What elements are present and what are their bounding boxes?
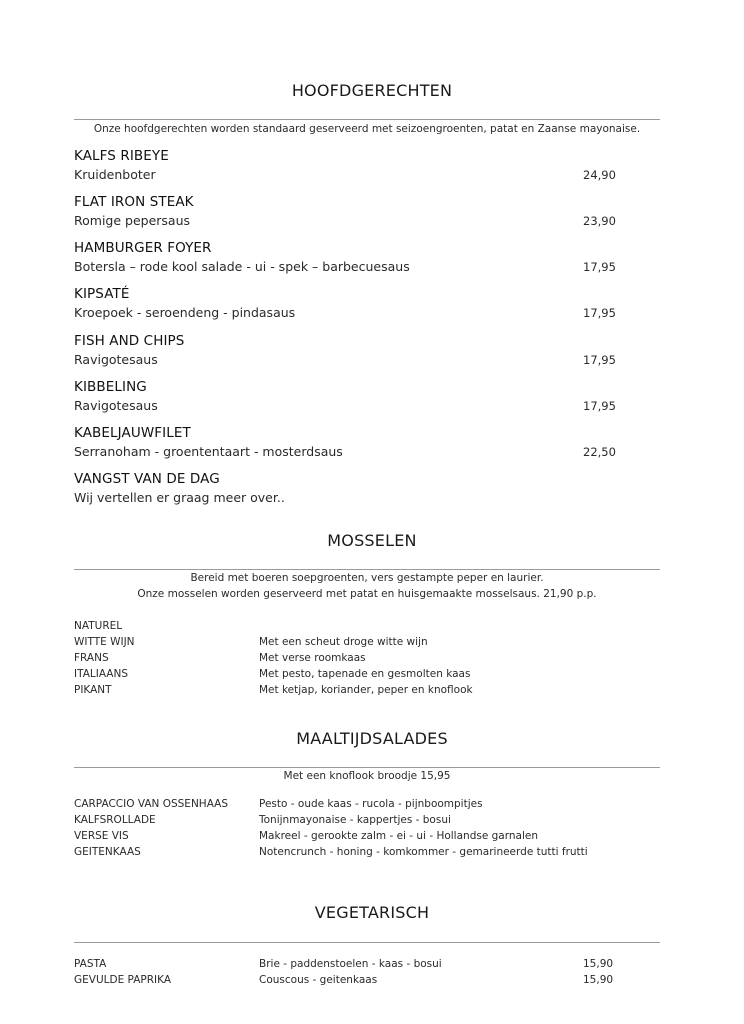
dish-description: Wij vertellen er graag meer over.. bbox=[74, 490, 285, 505]
salad-description: Pesto - oude kaas - rucola - pijnboompitjes bbox=[259, 798, 483, 810]
section-intro: Bereid met boeren soepgroenten, vers gestampte peper en laurier. bbox=[190, 572, 544, 584]
dish-description: Botersla – rode kool salade - ui - spek – barbecuesaus bbox=[74, 259, 410, 274]
mussel-name: FRANS bbox=[74, 652, 109, 664]
vegetarian-price: 15,90 bbox=[583, 974, 614, 986]
section-title-maaltijdsalades: MAALTIJDSALADES bbox=[296, 729, 448, 748]
mussel-name: ITALIAANS bbox=[74, 668, 129, 680]
dish-price: 17,95 bbox=[583, 399, 616, 413]
mussel-description: Met verse roomkaas bbox=[259, 652, 366, 664]
dish-name: KALFS RIBEYE bbox=[74, 148, 169, 164]
dish-name: KIPSATÉ bbox=[74, 286, 130, 302]
salad-name: GEITENKAAS bbox=[74, 846, 141, 858]
dish-description: Kruidenboter bbox=[74, 167, 156, 182]
dish-description: Ravigotesaus bbox=[74, 352, 158, 367]
salad-name: VERSE VIS bbox=[74, 830, 129, 842]
vegetarian-description: Couscous - geitenkaas bbox=[259, 974, 378, 986]
divider bbox=[74, 942, 660, 943]
dish-name: KIBBELING bbox=[74, 379, 147, 395]
divider bbox=[74, 767, 660, 768]
dish-price: 17,95 bbox=[583, 353, 616, 367]
salad-description: Makreel - gerookte zalm - ei - ui - Hollandse garnalen bbox=[259, 830, 538, 842]
vegetarian-name: PASTA bbox=[74, 958, 107, 970]
dish-name: FISH AND CHIPS bbox=[74, 333, 185, 349]
mussel-description: Met ketjap, koriander, peper en knoflook bbox=[259, 684, 473, 696]
mussel-name: PIKANT bbox=[74, 684, 112, 696]
section-intro: Met een knoflook broodje 15,95 bbox=[283, 770, 451, 782]
mussel-description: Met pesto, tapenade en gesmolten kaas bbox=[259, 668, 471, 680]
mussel-description: Met een scheut droge witte wijn bbox=[259, 636, 428, 648]
salad-description: Notencrunch - honing - komkommer - gemarineerde tutti frutti bbox=[259, 846, 588, 858]
dish-description: Kroepoek - seroendeng - pindasaus bbox=[74, 305, 296, 320]
section-title-vegetarisch: VEGETARISCH bbox=[314, 903, 430, 922]
vegetarian-name: GEVULDE PAPRIKA bbox=[74, 974, 171, 986]
section-title-mosselen: MOSSELEN bbox=[327, 531, 417, 550]
section-intro: Onze hoofdgerechten worden standaard geserveerd met seizoengroenten, patat en Zaanse mayonaise. bbox=[93, 123, 641, 135]
vegetarian-description: Brie - paddenstoelen - kaas - bosui bbox=[259, 958, 442, 970]
salad-name: KALFSROLLADE bbox=[74, 814, 156, 826]
divider bbox=[74, 119, 660, 120]
dish-price: 24,90 bbox=[583, 168, 616, 182]
dish-price: 17,95 bbox=[583, 260, 616, 274]
dish-description: Romige pepersaus bbox=[74, 213, 191, 228]
vegetarian-price: 15,90 bbox=[583, 958, 614, 970]
dish-name: FLAT IRON STEAK bbox=[74, 194, 194, 210]
dish-description: Serranoham - groententaart - mosterdsaus bbox=[74, 444, 343, 459]
section-title-hoofdgerechten: HOOFDGERECHTEN bbox=[291, 81, 453, 100]
dish-name: KABELJAUWFILET bbox=[74, 425, 191, 441]
divider bbox=[74, 569, 660, 570]
dish-price: 23,90 bbox=[583, 214, 616, 228]
dish-price: 17,95 bbox=[583, 306, 616, 320]
salad-description: Tonijnmayonaise - kappertjes - bosui bbox=[259, 814, 451, 826]
dish-description: Ravigotesaus bbox=[74, 398, 158, 413]
mussel-name: WITTE WIJN bbox=[74, 636, 135, 648]
dish-name: VANGST VAN DE DAG bbox=[74, 471, 220, 487]
salad-name: CARPACCIO VAN OSSENHAAS bbox=[74, 798, 229, 810]
mussel-name: NATUREL bbox=[74, 620, 123, 632]
section-intro: Onze mosselen worden geserveerd met patat en huisgemaakte mosselsaus. 21,90 p.p. bbox=[137, 588, 597, 600]
dish-price: 22,50 bbox=[583, 445, 616, 459]
dish-name: HAMBURGER FOYER bbox=[74, 240, 212, 256]
